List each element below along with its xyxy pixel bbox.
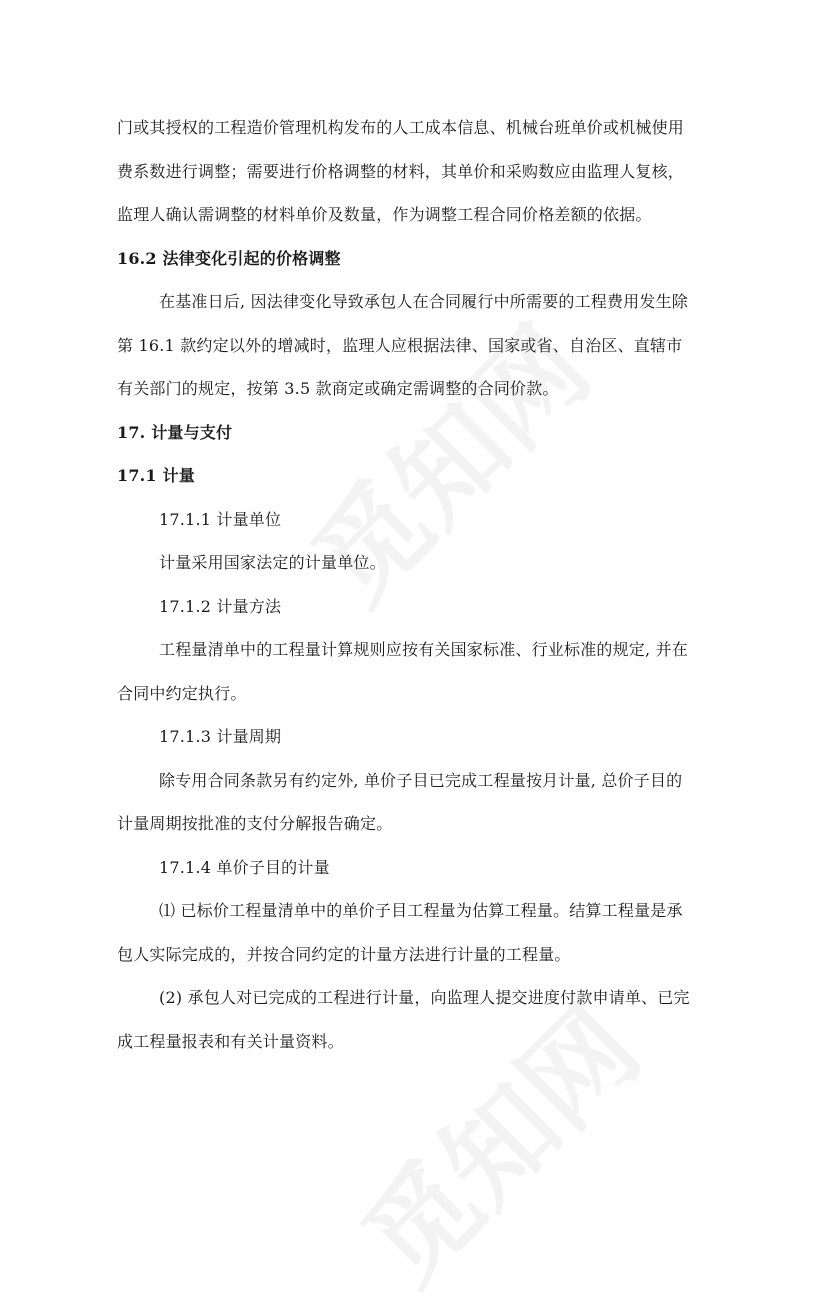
paragraph-line: 第 16.1 款约定以外的增减时，监理人应根据法律、国家或省、自治区、直辖市 bbox=[117, 336, 683, 355]
paragraph-line: 在基准日后, 因法律变化导致承包人在合同履行中所需要的工程费用发生除 bbox=[159, 292, 688, 311]
paragraph-line: 监理人确认需调整的材料单价及数量，作为调整工程合同价格差额的依据。 bbox=[117, 205, 652, 224]
paragraph-line: 计量周期按批准的支付分解报告确定。 bbox=[117, 814, 393, 833]
paragraph-line: 费系数进行调整；需要进行价格调整的材料，其单价和采购数应由监理人复核， bbox=[117, 162, 685, 181]
subsection-heading-17-1-3: 17.1.3 计量周期 bbox=[159, 727, 282, 746]
section-heading-17-1: 17.1 计量 bbox=[117, 466, 195, 485]
watermark bbox=[322, 966, 667, 1311]
paragraph-line: 成工程量报表和有关计量资料。 bbox=[117, 1032, 344, 1051]
subsection-heading-17-1-2: 17.1.2 计量方法 bbox=[159, 597, 282, 616]
paragraph-line: (2) 承包人对已完成的工程进行计量，向监理人提交进度付款申请单、已完 bbox=[159, 988, 690, 1007]
paragraph-line: 合同中约定执行。 bbox=[117, 684, 247, 703]
paragraph-line: 包人实际完成的，并按合同约定的计量方法进行计量的工程量。 bbox=[117, 945, 571, 964]
paragraph-line: 有关部门的规定，按第 3.5 款商定或确定需调整的合同价款。 bbox=[117, 379, 559, 398]
paragraph-line: 除专用合同条款另有约定外, 单价子目已完成工程量按月计量, 总价子目的 bbox=[159, 771, 683, 790]
section-heading-17: 17. 计量与支付 bbox=[117, 423, 233, 442]
subsection-heading-17-1-1: 17.1.1 计量单位 bbox=[159, 510, 282, 529]
section-heading-16-2: 16.2 法律变化引起的价格调整 bbox=[117, 249, 341, 268]
subsection-heading-17-1-4: 17.1.4 单价子目的计量 bbox=[159, 858, 330, 877]
paragraph-line: 计量采用国家法定的计量单位。 bbox=[159, 553, 386, 572]
paragraph-line: ⑴ 已标价工程量清单中的单价子目工程量为估算工程量。结算工程量是承 bbox=[159, 901, 683, 920]
paragraph-line: 门或其授权的工程造价管理机构发布的人工成本信息、机械台班单价或机械使用 bbox=[117, 118, 685, 137]
paragraph-line: 工程量清单中的工程量计算规则应按有关国家标准、行业标准的规定, 并在 bbox=[159, 640, 688, 659]
